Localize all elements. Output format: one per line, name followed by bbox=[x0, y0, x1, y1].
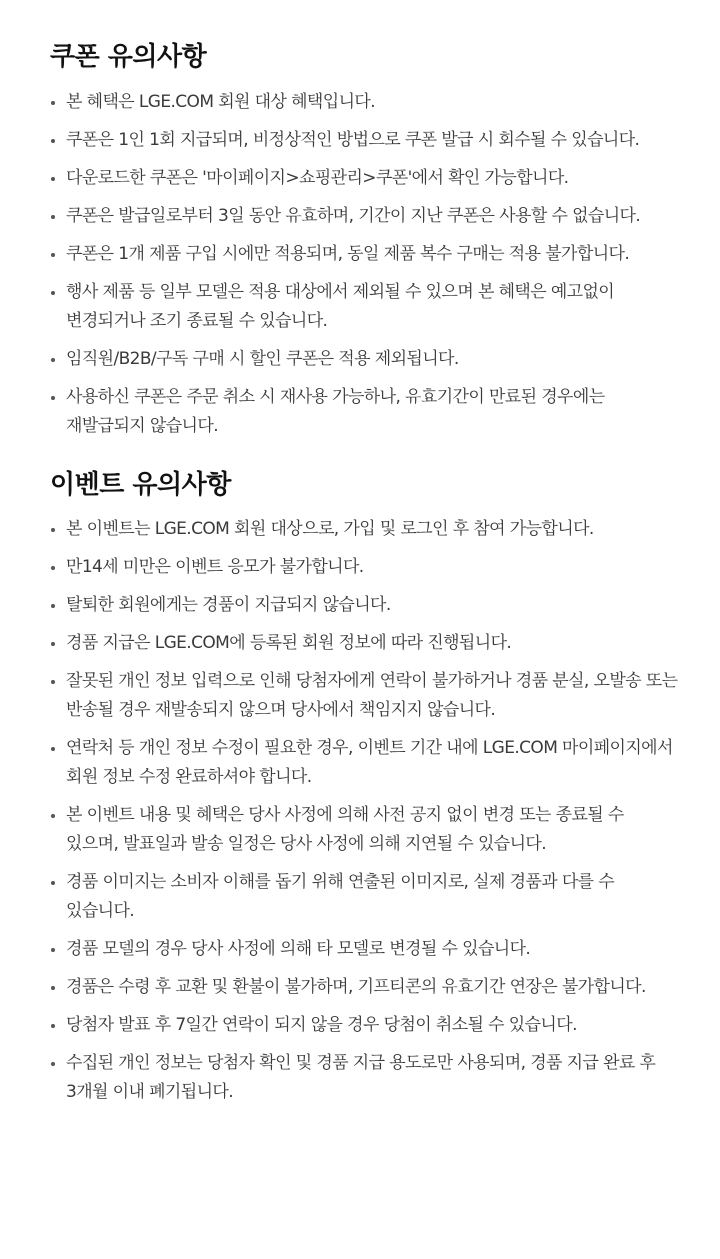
bullet-icon bbox=[51, 1062, 55, 1066]
list-item bbox=[50, 383, 680, 441]
list-item bbox=[50, 345, 680, 374]
list-item-text: 잘못된 개인 정보 입력으로 인해 당첨자에게 연락이 불가하거나 경품 분실, 오발송 또는 반송될 경우 재발송되지 않으며 당사에서 책임지지 않습니다. bbox=[66, 671, 678, 720]
list-item-text: 경품 모델의 경우 당사 사정에 의해 타 모델로 변경될 수 있습니다. bbox=[66, 939, 531, 959]
list-item-text: 경품 이미지는 소비자 이해를 돕기 위해 연출된 이미지로, 실제 경품과 다를 수 있습니다. bbox=[66, 872, 615, 921]
list-item-text: 본 이벤트는 LGE.COM 회원 대상으로, 가입 및 로그인 후 참여 가능합니다. bbox=[66, 519, 594, 539]
list-item bbox=[50, 240, 680, 269]
coupon-notice-list bbox=[50, 88, 680, 441]
list-item bbox=[50, 164, 680, 193]
list-item bbox=[50, 667, 680, 725]
list-item-text: 당첨자 발표 후 7일간 연락이 되지 않을 경우 당첨이 취소될 수 있습니다. bbox=[66, 1015, 577, 1035]
list-item-text: 본 이벤트 내용 및 혜택은 당사 사정에 의해 사전 공지 없이 변경 또는 종료될 수 있으며, 발표일과 발송 일정은 당사 사정에 의해 지연될 수 있습니다. bbox=[66, 805, 624, 854]
bullet-icon bbox=[51, 101, 55, 105]
list-item-text: 행사 제품 등 일부 모델은 적용 대상에서 제외될 수 있으며 본 혜택은 예고없이 변경되거나 조기 종료될 수 있습니다. bbox=[66, 282, 615, 331]
list-item-text: 만14세 미만은 이벤트 응모가 불가합니다. bbox=[66, 557, 364, 577]
list-item bbox=[50, 1049, 680, 1107]
event-notice-section bbox=[50, 466, 680, 1107]
bullet-icon bbox=[51, 986, 55, 990]
list-item-text: 사용하신 쿠폰은 주문 취소 시 재사용 가능하나, 유효기간이 만료된 경우에는 재발급되지 않습니다. bbox=[66, 387, 605, 436]
bullet-icon bbox=[51, 604, 55, 608]
bullet-icon bbox=[51, 566, 55, 570]
list-item bbox=[50, 1011, 680, 1040]
bullet-icon bbox=[51, 139, 55, 143]
bullet-icon bbox=[51, 814, 55, 818]
list-item-text: 탈퇴한 회원에게는 경품이 지급되지 않습니다. bbox=[66, 595, 391, 615]
bullet-icon bbox=[51, 396, 55, 400]
list-item-text: 쿠폰은 발급일로부터 3일 동안 유효하며, 기간이 지난 쿠폰은 사용할 수 없습니다. bbox=[66, 206, 641, 226]
list-item-text: 수집된 개인 정보는 당첨자 확인 및 경품 지급 용도로만 사용되며, 경품 지급 완료 후 3개월 이내 폐기됩니다. bbox=[66, 1053, 656, 1102]
list-item bbox=[50, 88, 680, 117]
bullet-icon bbox=[51, 1024, 55, 1028]
list-item bbox=[50, 629, 680, 658]
list-item-text: 본 혜택은 LGE.COM 회원 대상 혜택입니다. bbox=[66, 92, 376, 112]
bullet-icon bbox=[51, 642, 55, 646]
bullet-icon bbox=[51, 680, 55, 684]
coupon-notice-title: 쿠폰 유의사항 bbox=[50, 42, 207, 72]
list-item-text: 다운로드한 쿠폰은 '마이페이지>쇼핑관리>쿠폰'에서 확인 가능합니다. bbox=[66, 168, 569, 188]
list-item bbox=[50, 278, 680, 336]
list-item bbox=[50, 126, 680, 155]
list-item-text: 경품 지급은 LGE.COM에 등록된 회원 정보에 따라 진행됩니다. bbox=[66, 633, 512, 653]
list-item-text: 임직원/B2B/구독 구매 시 할인 쿠폰은 적용 제외됩니다. bbox=[66, 349, 459, 369]
list-item-text: 쿠폰은 1인 1회 지급되며, 비정상적인 방법으로 쿠폰 발급 시 회수될 수 있습니다. bbox=[66, 130, 640, 150]
list-item bbox=[50, 801, 680, 859]
list-item-text: 연락처 등 개인 정보 수정이 필요한 경우, 이벤트 기간 내에 LGE.COM 마이페이지에서 회원 정보 수정 완료하셔야 합니다. bbox=[66, 738, 673, 787]
bullet-icon bbox=[51, 948, 55, 952]
bullet-icon bbox=[51, 177, 55, 181]
list-item bbox=[50, 553, 680, 582]
list-item bbox=[50, 935, 680, 964]
bullet-icon bbox=[51, 528, 55, 532]
list-item bbox=[50, 515, 680, 544]
event-notice-list bbox=[50, 515, 680, 1107]
coupon-notice-section bbox=[50, 38, 680, 441]
list-item bbox=[50, 868, 680, 926]
event-notice-title: 이벤트 유의사항 bbox=[50, 470, 231, 500]
bullet-icon bbox=[51, 291, 55, 295]
list-item bbox=[50, 591, 680, 620]
list-item-text: 쿠폰은 1개 제품 구입 시에만 적용되며, 동일 제품 복수 구매는 적용 불가합니다. bbox=[66, 244, 630, 264]
list-item bbox=[50, 734, 680, 792]
list-item bbox=[50, 202, 680, 231]
bullet-icon bbox=[51, 747, 55, 751]
bullet-icon bbox=[51, 881, 55, 885]
list-item bbox=[50, 973, 680, 1002]
bullet-icon bbox=[51, 358, 55, 362]
bullet-icon bbox=[51, 253, 55, 257]
list-item-text: 경품은 수령 후 교환 및 환불이 불가하며, 기프티콘의 유효기간 연장은 불가합니다. bbox=[66, 977, 646, 997]
bullet-icon bbox=[51, 215, 55, 219]
